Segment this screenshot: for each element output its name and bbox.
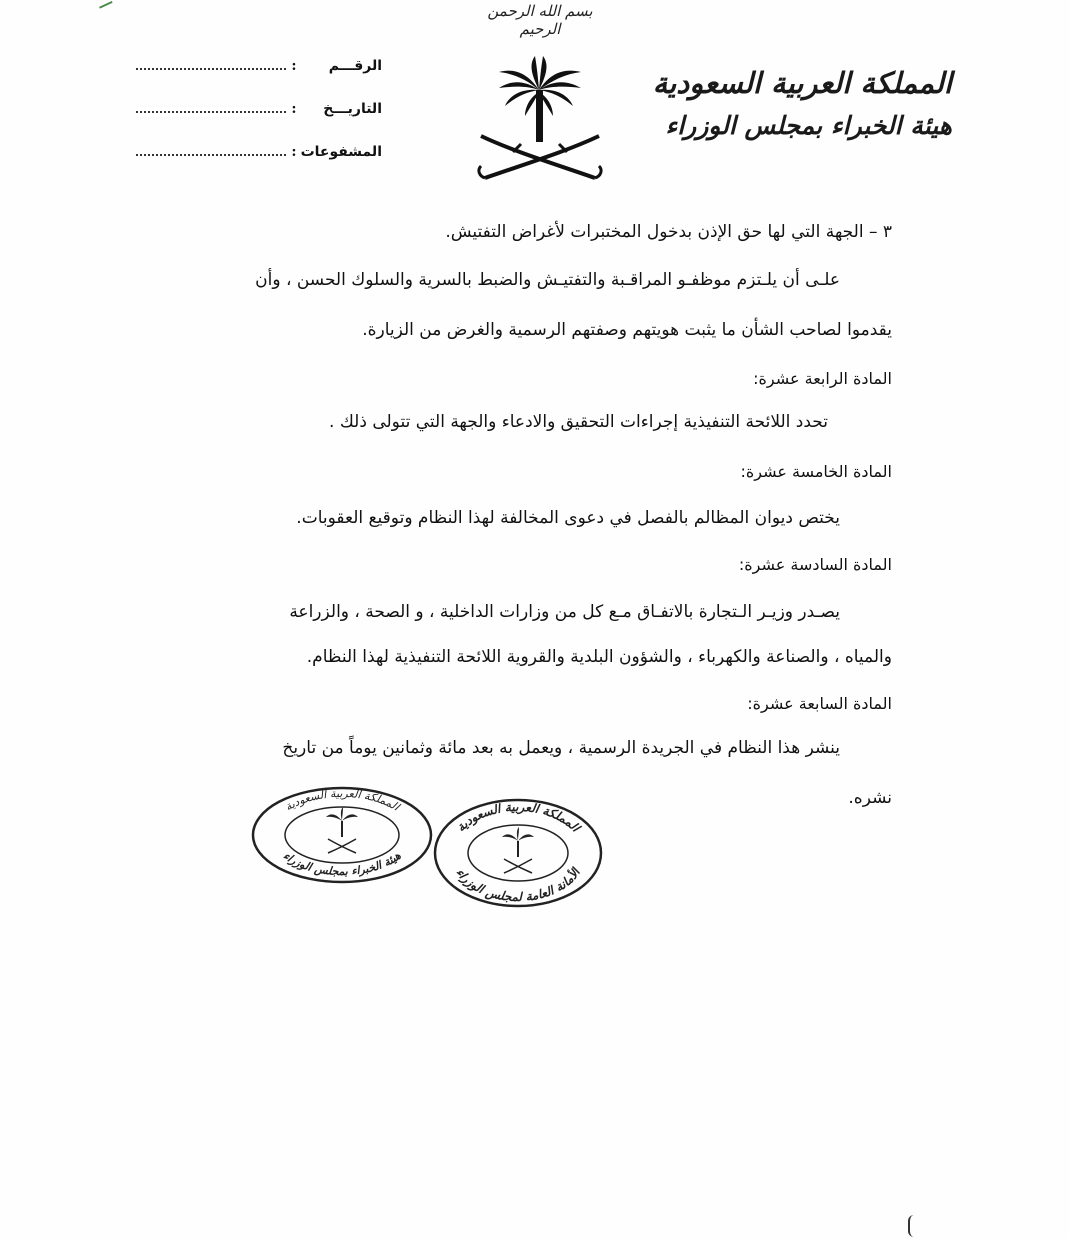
article-15-text: يختص ديوان المظالم بالفصل في دعوى المخالفة لهذا النظام وتوقيع العقوبات.	[296, 508, 840, 528]
number-field	[132, 58, 382, 101]
official-stamp-experts	[250, 785, 434, 885]
article-16-text: يصـدر وزيـر الـتجارة بالاتفـاق مـع كل من وزارات الداخلية ، و الصحة ، والزراعة	[289, 602, 840, 622]
article-15-heading: المادة الخامسة عشرة:	[740, 462, 892, 481]
organization-name	[652, 60, 952, 146]
article-14-text: تحدد اللائحة التنفيذية إجراءات التحقيق والادعاء والجهة التي تتولى ذلك .	[329, 412, 828, 432]
article-17-heading: المادة السابعة عشرة:	[747, 694, 892, 713]
article-17-text: نشره.	[848, 788, 892, 808]
org-line-bureau: هيئة الخبراء بمجلس الوزراء	[665, 111, 952, 140]
article-16-text: والمياه ، والصناعة والكهرباء ، والشؤون البلدية والقروية اللائحة التنفيذية لهذا النظام.	[306, 647, 892, 667]
stamp-bottom-text: الأمانة العامة لمجلس الوزراء	[453, 865, 583, 905]
date-dotted-line	[136, 103, 286, 113]
attachments-colon: :	[291, 144, 297, 160]
stamp-bottom-text: هيئة الخبراء بمجلس الوزراء	[280, 849, 404, 879]
paragraph-line: يقدموا لصاحب الشأن ما يثبت هويتهم وصفتهم الرسمية والغرض من الزيارة.	[362, 320, 892, 340]
article-14-heading: المادة الرابعة عشرة:	[753, 369, 892, 388]
number-label: الرقـــم	[328, 58, 382, 74]
attachments-label: المشفوعات	[300, 144, 382, 160]
attachments-dotted-line	[136, 146, 286, 156]
stamp-top-text: المملكة العربية السعودية	[282, 786, 402, 814]
corner-mark	[97, 0, 112, 9]
basmala: بسم الله الرحمن الرحيم	[487, 2, 593, 38]
article-16-heading: المادة السادسة عشرة:	[738, 555, 892, 574]
attachments-field	[132, 144, 382, 187]
official-stamp-secretariat	[432, 797, 604, 909]
paragraph-line-item-3: ٣ – الجهة التي لها حق الإذن بدخول المختبرات لأغراض التفتيش.	[445, 222, 892, 242]
date-field	[132, 101, 382, 144]
page-mark	[908, 1215, 918, 1237]
svg-text:المملكة العربية السعودية	[283, 787, 403, 815]
date-colon: :	[291, 101, 297, 117]
number-dotted-line	[136, 60, 286, 70]
stamp-top-text: المملكة العربية السعودية	[453, 799, 583, 835]
article-17-text: ينشر هذا النظام في الجريدة الرسمية ، ويعمل به بعد مائة وثمانين يوماً من تاريخ	[282, 738, 840, 758]
date-label: التاريـــخ	[323, 101, 382, 117]
number-colon: :	[291, 58, 297, 74]
reference-fields	[132, 58, 382, 187]
palm-swords-emblem-icon	[475, 52, 605, 187]
paragraph-line: علـى أن يلـتزم موظفـو المراقـبة والتفتيـش والضبط بالسرية والسلوك الحسن ، وأن	[255, 270, 840, 290]
org-line-kingdom: المملكة العربية السعودية	[652, 66, 952, 100]
